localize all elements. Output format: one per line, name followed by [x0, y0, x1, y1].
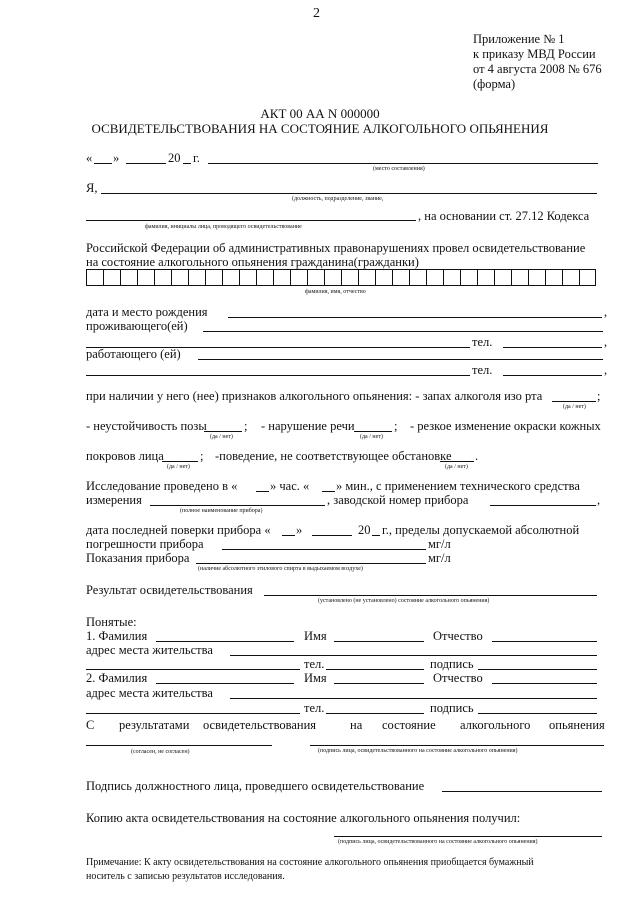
witness2-patronymic-field[interactable]	[492, 683, 597, 684]
witness1-surname-label: 1. Фамилия	[86, 629, 148, 643]
instability-label: - неустойчивость позы	[86, 419, 207, 433]
copy-signature-hint: (подпись лица, освидетельствованного на состояние алкогольного опьянения)	[338, 839, 538, 845]
skin-label-2: покровов лица	[86, 449, 164, 463]
witness1-signature-label: подпись	[430, 657, 474, 671]
semicolon: ;	[244, 419, 248, 433]
readings-field[interactable]	[196, 563, 426, 564]
witness1-phone-label: тел.	[304, 657, 325, 671]
note-line-2: носитель с записью результатов исследования.	[86, 871, 285, 882]
witness2-name-label: Имя	[304, 671, 327, 685]
check-label-a: дата последней поверки прибора «	[86, 523, 271, 537]
result-hint: (установлено (не установлено) состояние алкогольного опьянения)	[318, 598, 490, 604]
fio-cell[interactable]	[188, 269, 206, 286]
period: .	[475, 449, 479, 463]
result-field[interactable]	[264, 595, 597, 596]
phone-field[interactable]	[503, 347, 602, 348]
check-year: 20	[358, 523, 371, 537]
semicolon: ;	[597, 389, 601, 403]
position-hint: (должность, подразделение, звание,	[292, 196, 384, 202]
agree-word-6: алкогольного	[460, 718, 531, 732]
place-hint: (место составления)	[373, 166, 425, 172]
fio-cell[interactable]	[86, 269, 104, 286]
skin-label: - резкое изменение окраски кожных	[410, 419, 601, 433]
semicolon: ;	[200, 449, 204, 463]
appendix-line-3: от 4 августа 2008 № 676	[473, 62, 602, 76]
device-field[interactable]	[150, 505, 325, 506]
month-field[interactable]	[126, 163, 166, 164]
fio-cell[interactable]	[239, 269, 257, 286]
residence-field[interactable]	[203, 331, 603, 332]
serial-label: , заводской номер прибора	[327, 493, 469, 507]
basis-text: , на основании ст. 27.12 Кодекса	[418, 209, 590, 223]
check-month-field[interactable]	[312, 535, 352, 536]
fio-hint: фамилия, имя, отчество	[305, 289, 366, 295]
device-hint: (полное наименование прибора)	[180, 508, 263, 514]
speech-label: - нарушение речи	[261, 419, 355, 433]
study-line-c: » мин., с применением технического средства	[336, 479, 580, 493]
result-label: Результат освидетельствования	[86, 583, 253, 597]
behavior-field[interactable]	[440, 461, 474, 462]
officer-position-field[interactable]	[101, 193, 597, 194]
serial-field[interactable]	[490, 505, 596, 506]
fio-cell[interactable]	[358, 269, 376, 286]
witness1-address-field-2[interactable]	[86, 669, 300, 670]
officer-signature-field[interactable]	[442, 791, 602, 792]
fio-cell[interactable]	[426, 269, 444, 286]
signs-intro: при наличии у него (нее) признаков алкогольного опьянения: - запах алкоголя изо рта	[86, 389, 543, 403]
witness2-phone-field[interactable]	[326, 713, 424, 714]
skin-field[interactable]	[162, 461, 198, 462]
note-line-1: Примечание: К акту освидетельствования на состояние алкогольного опьянения приобщается бумажный	[86, 857, 534, 868]
semicolon: ;	[394, 419, 398, 433]
i-label: Я,	[86, 181, 98, 195]
page-number: 2	[313, 6, 320, 21]
work-field[interactable]	[198, 359, 603, 360]
fio-cell[interactable]	[205, 269, 223, 286]
witness2-signature-label: подпись	[430, 701, 474, 715]
study-line-a: Исследование проведено в «	[86, 479, 238, 493]
residence-label: проживающего(ей)	[86, 319, 188, 333]
work-label: работающего (ей)	[86, 347, 181, 361]
fio-cell[interactable]	[545, 269, 563, 286]
date-open-quote: «	[86, 151, 93, 165]
phone-field-2[interactable]	[503, 375, 602, 376]
witness2-name-field[interactable]	[334, 683, 424, 684]
agree-hint: (согласен, не согласен)	[131, 749, 190, 755]
phone-label-2: тел.	[472, 363, 493, 377]
fio-cell[interactable]	[477, 269, 495, 286]
fio-cell[interactable]	[120, 269, 138, 286]
year-prefix: 20	[168, 151, 181, 165]
fio-cell[interactable]	[171, 269, 189, 286]
fio-cell[interactable]	[460, 269, 478, 286]
comma: ,	[597, 493, 601, 507]
check-day-field[interactable]	[282, 535, 295, 536]
witness1-name-field[interactable]	[334, 641, 424, 642]
witness2-signature-field[interactable]	[478, 713, 597, 714]
witness1-patronymic-label: Отчество	[433, 629, 483, 643]
witness2-patronymic-label: Отчество	[433, 671, 483, 685]
year-field[interactable]	[183, 163, 191, 164]
comma: ,	[604, 363, 608, 377]
readings-hint: (наличие абсолютного этилового спирта в выдыхаемом воздухе)	[198, 566, 363, 572]
act-number: АКТ 00 АА N 000000	[260, 106, 380, 121]
fio-cell[interactable]	[562, 269, 580, 286]
fio-cell[interactable]	[511, 269, 529, 286]
agree-signature-hint: (подпись лица, освидетельствованного на состояние алкогольного опьянения)	[318, 748, 518, 754]
intro-line-2: на состояние алкогольного опьянения гражданина(гражданки)	[86, 255, 419, 269]
behavior-hint: (да / нет)	[445, 464, 468, 470]
fio-cell[interactable]	[409, 269, 427, 286]
agree-field[interactable]	[86, 745, 272, 746]
agree-word-2: результатами	[119, 718, 190, 732]
officer-name-hint: фамилия, инициалы лица, проводящего освидетельствование	[145, 224, 302, 230]
witness2-phone-label: тел.	[304, 701, 325, 715]
work-field-2[interactable]	[86, 375, 470, 376]
place-field[interactable]	[208, 163, 598, 164]
fio-cell[interactable]	[341, 269, 359, 286]
speech-field[interactable]	[354, 431, 392, 432]
error-field[interactable]	[222, 549, 426, 550]
birth-label: дата и место рождения	[86, 305, 208, 319]
agree-signature-field[interactable]	[310, 745, 604, 746]
smell-hint: (да / нет)	[563, 404, 586, 410]
fio-cell[interactable]	[307, 269, 325, 286]
witness2-surname-label: 2. Фамилия	[86, 671, 148, 685]
agree-word-7: опьянения	[549, 718, 605, 732]
check-label-b: »	[296, 523, 303, 537]
fio-cell-grid[interactable]	[86, 269, 596, 286]
speech-hint: (да / нет)	[360, 434, 383, 440]
fio-cell[interactable]	[290, 269, 308, 286]
act-title: ОСВИДЕТЕЛЬСТВОВАНИЯ НА СОСТОЯНИЕ АЛКОГОЛЬНОГО ОПЬЯНЕНИЯ	[91, 121, 549, 136]
officer-name-field[interactable]	[86, 220, 416, 221]
witness1-signature-field[interactable]	[478, 669, 597, 670]
fio-cell[interactable]	[273, 269, 291, 286]
skin-hint: (да / нет)	[167, 464, 190, 470]
appendix-line-1: Приложение № 1	[473, 32, 565, 46]
agree-word-4: на	[350, 718, 363, 732]
appendix-line-4: (форма)	[473, 77, 516, 91]
fio-cell[interactable]	[392, 269, 410, 286]
birth-field[interactable]	[228, 317, 602, 318]
check-label-c: г., пределы допускаемой абсолютной	[382, 523, 580, 537]
witness2-address-field[interactable]	[230, 698, 597, 699]
agree-word-5: состояние	[382, 718, 436, 732]
witness2-surname-field[interactable]	[156, 683, 294, 684]
witness1-phone-field[interactable]	[326, 669, 424, 670]
behavior-label: -поведение, не соответствующее обстановке	[215, 449, 452, 463]
year-suffix: г.	[193, 151, 200, 165]
phone-label: тел.	[472, 335, 493, 349]
error-label: погрешности прибора	[86, 537, 204, 551]
fio-cell[interactable]	[324, 269, 342, 286]
fio-cell[interactable]	[222, 269, 240, 286]
measure-label: измерения	[86, 493, 142, 507]
fio-cell[interactable]	[154, 269, 172, 286]
minute-field[interactable]	[322, 491, 335, 492]
agree-word-1: С	[86, 718, 95, 732]
comma: ,	[604, 305, 608, 319]
witness2-address-label: адрес места жительства	[86, 686, 213, 700]
officer-signature-label: Подпись должностного лица, проведшего освидетельствование	[86, 779, 425, 793]
witness1-surname-field[interactable]	[156, 641, 294, 642]
witnesses-heading: Понятые:	[86, 615, 137, 629]
witness1-patronymic-field[interactable]	[492, 641, 597, 642]
error-unit: мг/л	[428, 537, 451, 551]
instability-field[interactable]	[204, 431, 242, 432]
day-field[interactable]	[94, 163, 112, 164]
fio-cell[interactable]	[494, 269, 512, 286]
fio-cell[interactable]	[137, 269, 155, 286]
study-line-b: » час. «	[270, 479, 310, 493]
fio-cell[interactable]	[443, 269, 461, 286]
intro-line-1: Российской Федерации об административных правонарушениях провел освидетельствование	[86, 241, 586, 255]
witness1-address-label: адрес места жительства	[86, 643, 213, 657]
fio-cell[interactable]	[579, 269, 596, 286]
instability-hint: (да / нет)	[210, 434, 233, 440]
fio-cell[interactable]	[103, 269, 121, 286]
copy-signature-field[interactable]	[334, 836, 602, 837]
agree-word-3: освидетельствования	[203, 718, 317, 732]
appendix-line-2: к приказу МВД России	[473, 47, 596, 61]
smell-field[interactable]	[552, 401, 596, 402]
fio-cell[interactable]	[528, 269, 546, 286]
witness1-address-field[interactable]	[230, 655, 597, 656]
comma: ,	[604, 335, 608, 349]
hour-field[interactable]	[256, 491, 269, 492]
check-year-field[interactable]	[372, 535, 380, 536]
date-close-quote: »	[113, 151, 120, 165]
witness1-name-label: Имя	[304, 629, 327, 643]
witness2-address-field-2[interactable]	[86, 713, 300, 714]
copy-label: Копию акта освидетельствования на состояние алкогольного опьянения получил:	[86, 811, 521, 825]
readings-label: Показания прибора	[86, 551, 190, 565]
readings-unit: мг/л	[428, 551, 451, 565]
fio-cell[interactable]	[256, 269, 274, 286]
fio-cell[interactable]	[375, 269, 393, 286]
